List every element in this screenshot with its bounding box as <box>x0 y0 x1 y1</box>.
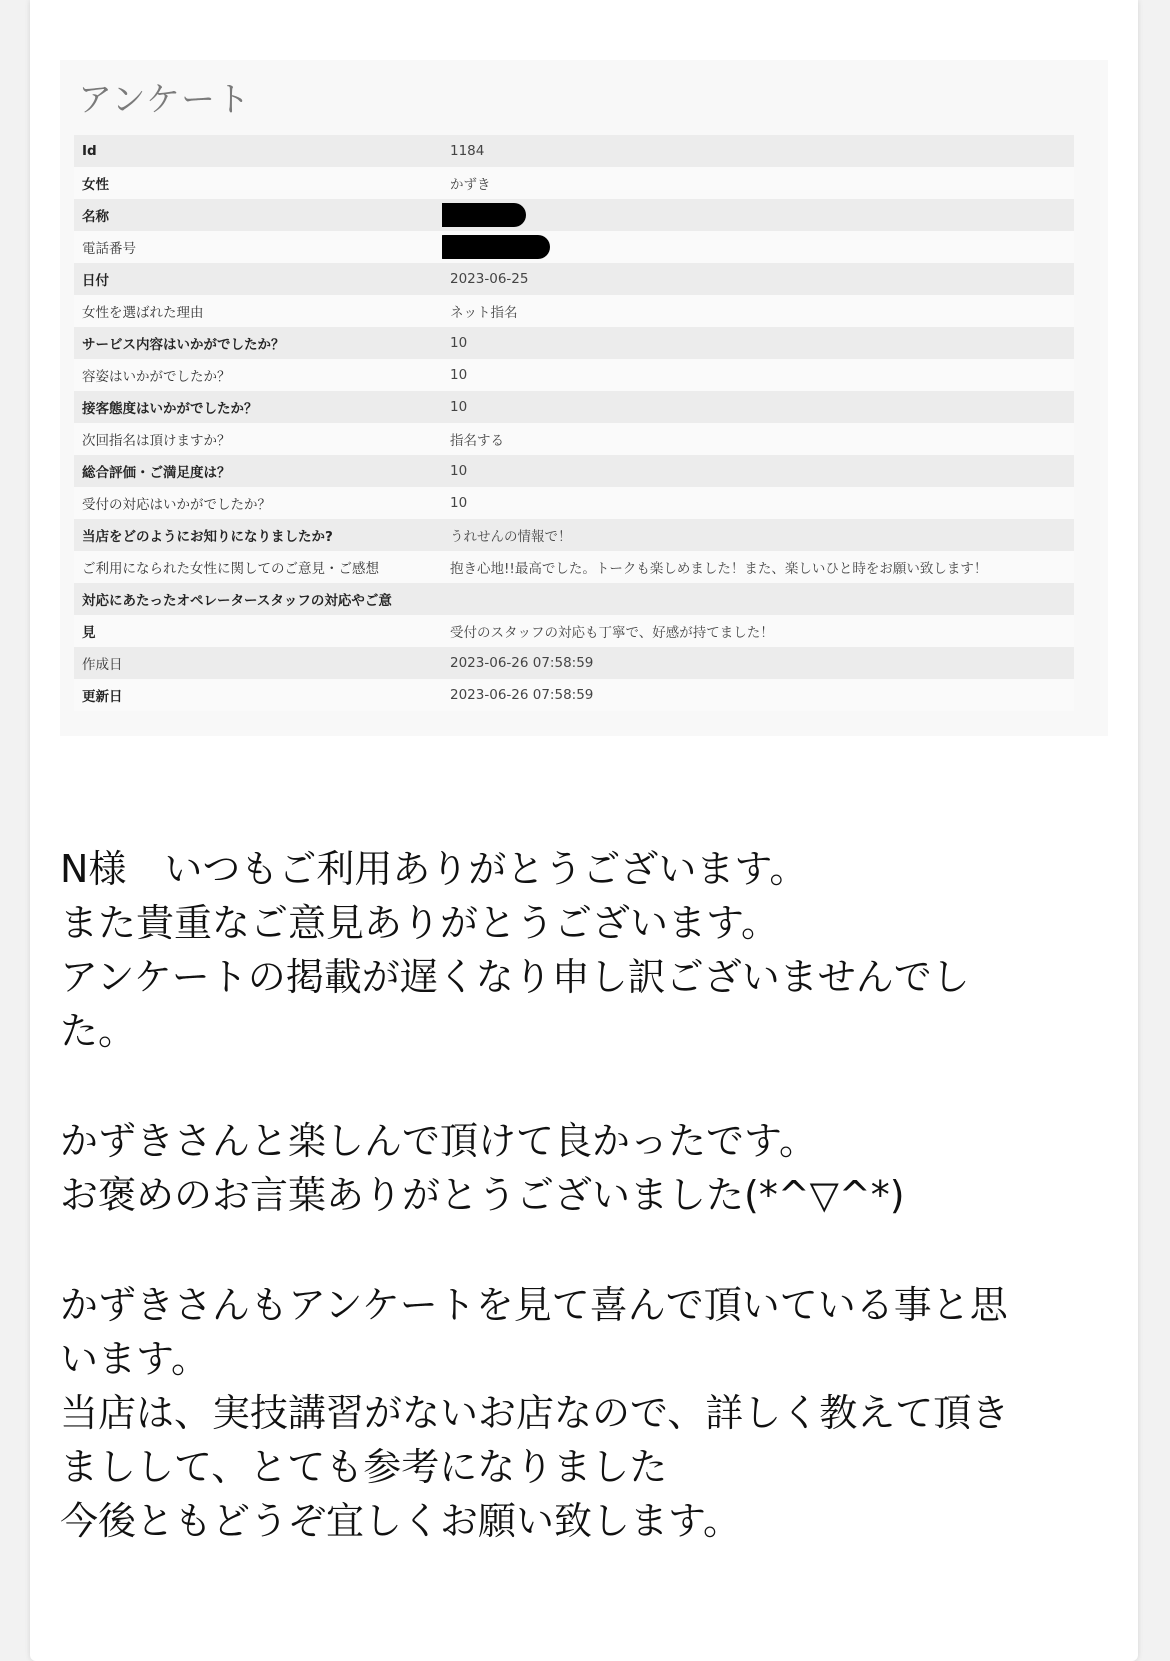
survey-row-label: ご利用になられた女性に関してのご意見・ご感想 <box>82 561 379 577</box>
post-card <box>30 0 1138 1661</box>
survey-row-value: ネット指名 <box>450 305 518 321</box>
survey-row-value <box>442 199 1074 231</box>
survey-row <box>74 679 1074 711</box>
reply-line: 今後ともどうぞ宜しくお願い致します。 <box>60 1499 741 1543</box>
survey-row-label: 接客態度はいかがでしたか？ <box>82 401 258 417</box>
survey-row <box>74 615 1074 647</box>
reply-line: ましして、とても参考になりました <box>60 1445 668 1489</box>
survey-row <box>74 519 1074 551</box>
redaction-mark <box>442 235 550 259</box>
reply-message <box>60 842 1120 1548</box>
redaction-mark <box>442 203 526 227</box>
paragraph-gap <box>60 1222 1120 1278</box>
reply-line: また貴重なご意見ありがとうございます。 <box>60 901 779 945</box>
survey-row-label: 容姿はいかがでしたか？ <box>82 369 231 385</box>
survey-row-value: 受付のスタッフの対応も丁寧で、好感が持てました！ <box>450 625 774 641</box>
survey-row-value: 指名する <box>450 433 504 449</box>
reply-line: 当店は、実技講習がないお店なので、詳しく教えて頂き <box>60 1391 1010 1435</box>
survey-row-value: かずき <box>450 177 491 193</box>
survey-row-label: 名称 <box>82 209 109 225</box>
reply-line: た。 <box>60 1009 137 1053</box>
survey-row-label: 受付の対応はいかがでしたか？ <box>82 497 271 513</box>
reply-line: かずきさんと楽しんで頂けて良かったです。 <box>60 1119 817 1163</box>
survey-row <box>74 295 1074 327</box>
survey-row-label: Id <box>82 143 97 159</box>
survey-row-label: サービス内容はいかがでしたか？ <box>82 337 285 353</box>
survey-row <box>74 455 1074 487</box>
survey-row-label: 対応にあたったオペレータースタッフの対応やご意 <box>82 593 392 609</box>
survey-row-label: 総合評価・ご満足度は？ <box>82 465 231 481</box>
survey-row-value: 10 <box>450 367 468 383</box>
survey-row-value: 2023-06-26 07:58:59 <box>450 655 594 671</box>
survey-row <box>74 647 1074 679</box>
survey-title: アンケート <box>78 80 251 120</box>
survey-row-label: 見 <box>82 625 96 641</box>
survey-row-label: 女性を選ばれた理由 <box>82 305 204 321</box>
survey-row-label: 当店をどのようにお知りになりましたか? <box>82 529 333 545</box>
survey-row <box>74 231 1074 263</box>
reply-line: アンケートの掲載が遅くなり申し訳ございませんでし <box>60 955 970 999</box>
survey-row-value: 10 <box>450 335 468 351</box>
survey-row-value: 10 <box>450 495 468 511</box>
survey-row <box>74 199 1074 231</box>
reply-line: かずきさんもアンケートを見て喜んで頂いている事と思 <box>60 1283 1008 1327</box>
survey-row <box>74 135 1074 167</box>
survey-row <box>74 391 1074 423</box>
reply-line: います。 <box>60 1337 209 1381</box>
survey-row <box>74 583 1074 615</box>
survey-table <box>74 135 1074 711</box>
survey-row-value: 10 <box>450 399 468 415</box>
reply-line: N様 いつもご利用ありがとうございます。 <box>60 847 808 891</box>
survey-row <box>74 263 1074 295</box>
survey-row <box>74 487 1074 519</box>
survey-row-value: うれせんの情報で！ <box>450 529 572 545</box>
survey-row <box>74 551 1074 583</box>
survey-row-value <box>442 583 1074 615</box>
survey-row <box>74 167 1074 199</box>
reply-line: お褒めのお言葉ありがとうございました(*^▽^*) <box>60 1173 905 1217</box>
survey-row-label: 作成日 <box>82 657 123 673</box>
survey-row-label: 電話番号 <box>82 241 136 257</box>
survey-row-value: 抱き心地!!最高でした。トークも楽しめました！また、楽しいひと時をお願い致します！ <box>450 561 988 577</box>
survey-row-label: 女性 <box>82 177 109 193</box>
survey-row-value <box>442 231 1074 263</box>
survey-row <box>74 327 1074 359</box>
survey-row-label: 更新日 <box>82 689 123 705</box>
survey-row-value: 2023-06-25 <box>450 271 529 287</box>
survey-row <box>74 359 1074 391</box>
paragraph-gap <box>60 1058 1120 1114</box>
survey-row-value: 2023-06-26 07:58:59 <box>450 687 594 703</box>
survey-row-label: 次回指名は頂けますか？ <box>82 433 231 449</box>
survey-row-value: 10 <box>450 463 468 479</box>
survey-row-label: 日付 <box>82 273 109 289</box>
survey-row <box>74 423 1074 455</box>
survey-row-value: 1184 <box>450 143 485 159</box>
